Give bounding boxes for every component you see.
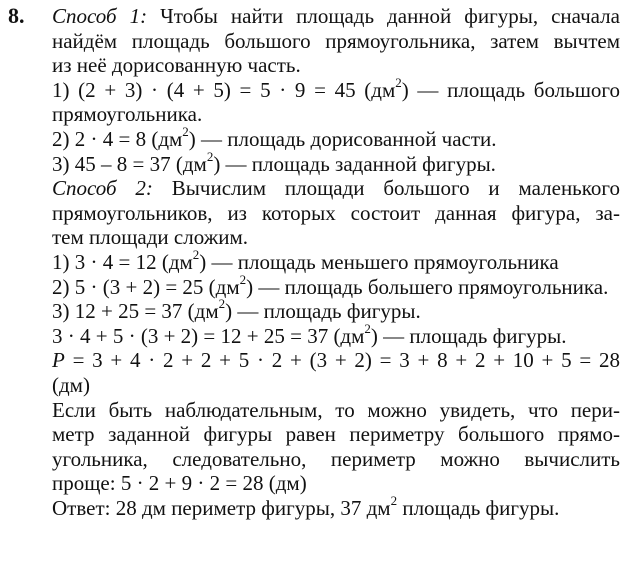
method2-intro-line1 xyxy=(52,176,620,201)
method1-step2-calc: 2) 2 · 4 = 8 (дм xyxy=(52,126,183,151)
method1-step3 xyxy=(52,148,620,177)
method1-step2-desc: ) — площадь дорисованной части. xyxy=(188,126,497,151)
method2-step1-desc: ) — площадь меньшего прямоугольника xyxy=(199,249,559,274)
method2-total-desc: ) — площадь фигуры. xyxy=(370,323,567,348)
method2-intro-text: Вычислим площади большого и маленького xyxy=(152,176,620,201)
method1-intro-line3: из неё дорисованную часть. xyxy=(52,53,301,78)
superscript-2: 2 xyxy=(182,123,189,139)
answer-line xyxy=(52,492,620,521)
method1-step3-calc: 3) 45 – 8 = 37 (дм xyxy=(52,151,207,176)
method1-step1-line1 xyxy=(52,74,620,103)
method2-step2-calc: 2) 5 · (3 + 2) = 25 (дм xyxy=(52,274,240,299)
method1-intro-line1 xyxy=(52,4,620,29)
method1-step3-desc: ) — площадь заданной фигуры. xyxy=(213,151,496,176)
method2-step3-calc: 3) 12 + 25 = 37 (дм xyxy=(52,299,219,324)
superscript-2: 2 xyxy=(206,148,214,164)
perimeter-unit: (дм) xyxy=(52,372,90,397)
perimeter-formula xyxy=(52,348,620,373)
superscript-2: 2 xyxy=(239,271,247,287)
method1-step1-desc: ) — площадь большого xyxy=(401,77,620,102)
method2-step1-calc: 1) 3 · 4 = 12 (дм xyxy=(52,249,193,274)
observation-line1: Если быть наблюдательным, то можно увидеть, что пери- xyxy=(52,397,620,422)
method1-intro-line2: найдём площадь большого прямоугольника, затем вычтем xyxy=(52,28,620,53)
method2-total xyxy=(52,320,620,349)
superscript-2: 2 xyxy=(218,296,226,312)
superscript-2: 2 xyxy=(390,492,398,508)
method1-step1-line2: прямоугольника. xyxy=(52,102,203,127)
method2-intro-line2: прямоугольников, из которых состоит данная фигура, за- xyxy=(52,200,620,225)
method2-intro-line3: тем площади сложим. xyxy=(52,225,248,250)
method2-step3 xyxy=(52,296,620,324)
observation-line4: проще: 5 · 2 + 9 · 2 = 28 (дм) xyxy=(52,471,307,496)
superscript-2: 2 xyxy=(395,74,402,90)
solution-text xyxy=(52,4,620,520)
observation-line3: угольника, следовательно, периметр можно вычислить xyxy=(52,446,620,471)
method2-step2 xyxy=(52,271,620,300)
answer-text: Ответ: 28 дм периметр фигуры, 37 дм xyxy=(52,495,391,520)
task-number: 8. xyxy=(8,3,25,28)
method2-step3-desc: ) — площадь фигуры. xyxy=(225,299,421,324)
observation-line2: метр заданной фигуры равен периметру большого прямо- xyxy=(52,422,620,447)
method1-intro-text: Чтобы найти площадь данной фигуры, сначала xyxy=(147,4,620,28)
answer-text-end: площадь фигуры. xyxy=(397,495,560,520)
method2-label: Способ 2: xyxy=(52,176,153,201)
perimeter-expression: = 3 + 4 · 2 + 2 + 5 · 2 + (3 + 2) = 3 + 8 + 2 + 10 + 5 = 28 xyxy=(64,348,620,373)
method2-total-calc: 3 · 4 + 5 · (3 + 2) = 12 + 25 = 37 (дм xyxy=(52,323,365,348)
method1-step2 xyxy=(52,123,620,152)
method1-step1-calc: 1) (2 + 3) · (4 + 5) = 5 · 9 = 45 (дм xyxy=(52,77,396,102)
method2-step1 xyxy=(52,246,620,275)
method1-label: Способ 1: xyxy=(52,4,148,28)
superscript-2: 2 xyxy=(192,246,200,262)
method2-step2-desc: ) — площадь большего прямоугольника. xyxy=(246,274,609,299)
perimeter-variable: P xyxy=(52,348,65,373)
superscript-2: 2 xyxy=(364,320,371,336)
